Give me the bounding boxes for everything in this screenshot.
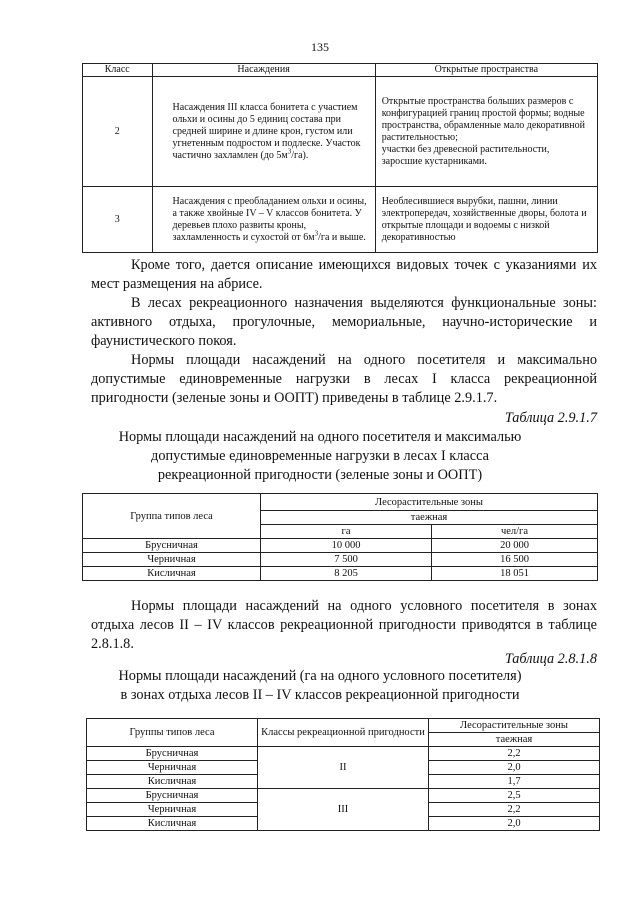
table-row	[87, 789, 600, 803]
superscript: 3	[314, 229, 319, 238]
table-row	[83, 187, 598, 253]
value-cell: 2,5	[429, 789, 600, 803]
recreation-class-table	[82, 63, 598, 253]
open-spaces-cell	[375, 77, 597, 187]
table-title-line: в зонах отдыха лесов II – IV классов рекреационной пригодности	[120, 687, 520, 703]
open-spaces-text: Открытые пространства больших размеров с конфигурацией границ простой формы; водные пространства, обрамленные мало декоративной растительностью;	[381, 95, 585, 143]
conditional-visitor-norms-table	[86, 718, 600, 831]
value-cell: 2,0	[429, 761, 600, 775]
header-forest-group: Группа типов леса	[83, 494, 261, 539]
forest-type-cell: Черничная	[83, 553, 261, 567]
header-taiga: таежная	[261, 511, 598, 525]
header-ha: га	[261, 525, 432, 539]
open-spaces-cell: Необлесившиеся вырубки, пашни, линии электропередач, хозяйственные дворы, болота и открытые площади и водоемы с низкой декоративностью	[375, 187, 597, 253]
table-header-row	[83, 64, 598, 77]
forest-type-cell: Брусничная	[83, 539, 261, 553]
forest-type-cell: Брусничная	[87, 789, 258, 803]
people-cell: 18 051	[432, 567, 598, 581]
class-cell: II	[258, 747, 429, 789]
table-title-line: допустимые единовременные нагрузки в лесах I класса	[151, 448, 489, 464]
ha-cell: 7 500	[261, 553, 432, 567]
stands-text: Насаждения с преобладанием ольхи и осины, а также хвойные IV – V классов бонитета. У деревьев плохо развиты кроны, захламленность и сухостой от 6м	[172, 195, 367, 243]
header-classes: Классы рекреационной пригодности	[258, 719, 429, 747]
header-class: Класс	[83, 64, 153, 77]
stands-text-end: /га и выше.	[318, 231, 366, 243]
people-cell: 16 500	[432, 553, 598, 567]
paragraph: Нормы площади насаждений на одного посетителя и максимально допустимые единовременные нагрузки в лесах I класса рекреационной пригодности (зеленые зоны и ООПТ) приведены в таблице 2.9.1.7.	[91, 352, 597, 406]
open-spaces-text-2: участки без древесной растительности, заросшие кустарниками.	[381, 143, 550, 167]
forest-type-cell: Кисличная	[87, 817, 258, 831]
ha-cell: 8 205	[261, 567, 432, 581]
value-cell: 2,0	[429, 817, 600, 831]
header-open-spaces: Открытые пространства	[375, 64, 597, 77]
table-row	[83, 539, 598, 553]
table-title-line: рекреационной пригодности (зеленые зоны и ООПТ)	[157, 467, 483, 483]
forest-type-cell: Черничная	[87, 803, 258, 817]
table-row	[83, 77, 598, 187]
paragraph: Кроме того, дается описание имеющихся видовых точек с указаниями их мест размещения на абрисе.	[91, 257, 597, 292]
table-title	[0, 428, 640, 485]
table-header-row	[83, 494, 598, 511]
table-row	[83, 553, 598, 567]
value-cell: 2,2	[429, 803, 600, 817]
class-cell: 2	[83, 77, 153, 187]
paragraph: В лесах рекреационного назначения выделяются функциональные зоны: активного отдыха, прогулочные, мемориальные, научно-исторические и фаунистического покоя.	[91, 295, 597, 349]
value-cell: 1,7	[429, 775, 600, 789]
forest-type-cell: Кисличная	[87, 775, 258, 789]
people-cell: 20 000	[432, 539, 598, 553]
body-text	[91, 256, 597, 408]
table-label: Таблица 2.8.1.8	[504, 651, 597, 667]
ha-cell: 10 000	[261, 539, 432, 553]
class-cell: III	[258, 789, 429, 831]
header-stands: Насаждения	[152, 64, 375, 77]
forest-type-cell: Брусничная	[87, 747, 258, 761]
table-row	[83, 567, 598, 581]
table-label: Таблица 2.9.1.7	[504, 410, 597, 426]
forest-type-cell: Кисличная	[83, 567, 261, 581]
superscript: 3	[287, 147, 292, 156]
table-row	[87, 747, 600, 761]
header-taiga: таежная	[429, 733, 600, 747]
table-title	[0, 667, 640, 705]
stands-text-end: /га).	[291, 149, 309, 161]
table-header-row	[87, 719, 600, 733]
forest-type-cell: Черничная	[87, 761, 258, 775]
page-number: 135	[311, 40, 329, 54]
value-cell: 2,2	[429, 747, 600, 761]
norms-table	[82, 493, 598, 581]
header-zones: Лесорастительные зоны	[261, 494, 598, 511]
stands-cell	[152, 187, 375, 253]
stands-cell	[152, 77, 375, 187]
header-people-per-ha: чел/га	[432, 525, 598, 539]
table-title-line: Нормы площади насаждений на одного посетителя и максималью	[118, 429, 522, 445]
stands-text: Насаждения III класса бонитета с участием ольхи и осины до 5 единиц состава при средней ширине и длине крон, густом или угнетенным подростом и подлеске. Участок частично захламлен (до 5м	[172, 101, 361, 161]
header-zones: Лесорастительные зоны	[429, 719, 600, 733]
table-title-line: Нормы площади насаждений (га на одного условного посетителя)	[118, 668, 522, 684]
header-forest-groups: Группы типов леса	[87, 719, 258, 747]
paragraph: Нормы площади насаждений на одного условного посетителя в зонах отдыха лесов II – IV классов рекреационной пригодности приводятся в таблице 2.8.1.8.	[91, 598, 597, 652]
body-text	[91, 597, 597, 654]
class-cell: 3	[83, 187, 153, 253]
